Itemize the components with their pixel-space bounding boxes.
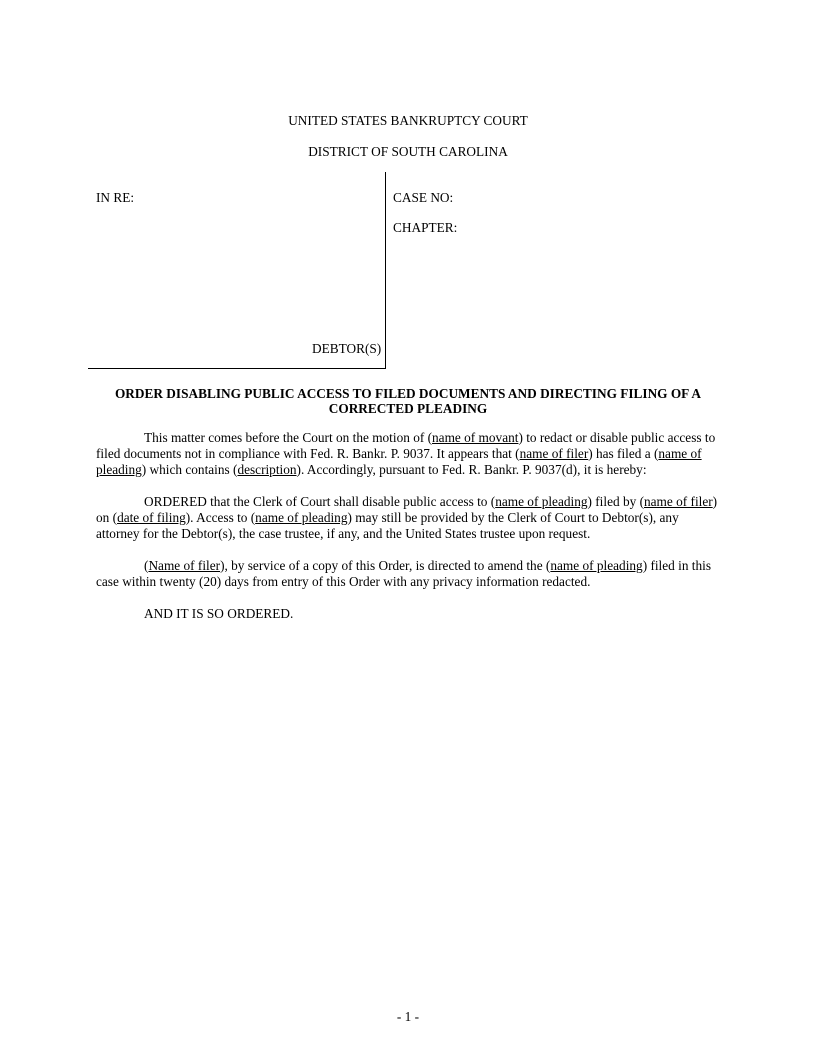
placeholder-field: name of pleading	[255, 510, 348, 525]
in-re-label: IN RE:	[96, 190, 135, 205]
paragraph-text: ), by service of a copy of this Order, is directed to amend the (	[220, 558, 551, 573]
court-name: UNITED STATES BANKRUPTCY COURT	[288, 113, 528, 128]
paragraph-text: ) on (	[96, 494, 718, 525]
placeholder-field: date of filing	[117, 510, 186, 525]
placeholder-field: Name of filer	[148, 558, 221, 573]
debtors-label: DEBTOR(S)	[312, 341, 382, 356]
paragraph-text: AND IT IS SO ORDERED.	[144, 606, 294, 621]
page-number: - 1 -	[396, 1009, 420, 1024]
order-title: ORDER DISABLING PUBLIC ACCESS TO FILED DOCUMENTS AND DIRECTING FILING OF A CORRECTED PLEADING	[114, 386, 702, 416]
paragraph-text: ). Access to (	[185, 510, 256, 525]
paragraph-text: (	[144, 558, 149, 573]
paragraph-text: ORDERED that the Clerk of Court shall disable public access to (	[144, 494, 496, 509]
placeholder-field: name of filer	[644, 494, 713, 509]
placeholder-field: name of pleading	[495, 494, 588, 509]
placeholder-field: name of movant	[432, 430, 519, 445]
placeholder-field: name of pleading	[550, 558, 643, 573]
order-paragraph	[96, 606, 724, 622]
chapter-label: CHAPTER:	[393, 220, 458, 235]
placeholder-field: description	[237, 462, 297, 477]
paragraph-text: ) filed by (	[587, 494, 644, 509]
placeholder-field: name of pleading	[96, 446, 702, 477]
order-paragraph	[96, 558, 724, 590]
paragraph-text: ) filed in this case within twenty (20) days from entry of this Order with any privacy information redacted.	[96, 558, 712, 589]
caption-vertical-divider	[385, 172, 386, 369]
paragraph-text: ) may still be provided by the Clerk of Court to Debtor(s), any attorney for the Debtor(s), the case trustee, if any, and the United States trustee upon request.	[96, 510, 679, 541]
paragraph-text: ) to redact or disable public access to filed documents not in compliance with Fed. R. Bankr. P. 9037. It appears that (	[96, 430, 716, 461]
paragraph-text: ) has filed a (	[588, 446, 659, 461]
placeholder-field: name of filer	[519, 446, 589, 461]
order-paragraph	[96, 430, 724, 478]
district-name: DISTRICT OF SOUTH CAROLINA	[308, 144, 508, 159]
order-paragraph	[96, 494, 724, 542]
paragraph-text: This matter comes before the Court on the motion of (	[144, 430, 433, 445]
case-no-label: CASE NO:	[393, 190, 454, 205]
paragraph-text: ). Accordingly, pursuant to Fed. R. Bankr. P. 9037(d), it is hereby:	[296, 462, 647, 477]
order-body	[96, 430, 724, 638]
caption-horizontal-divider	[88, 368, 386, 369]
paragraph-text: ) which contains (	[141, 462, 238, 477]
